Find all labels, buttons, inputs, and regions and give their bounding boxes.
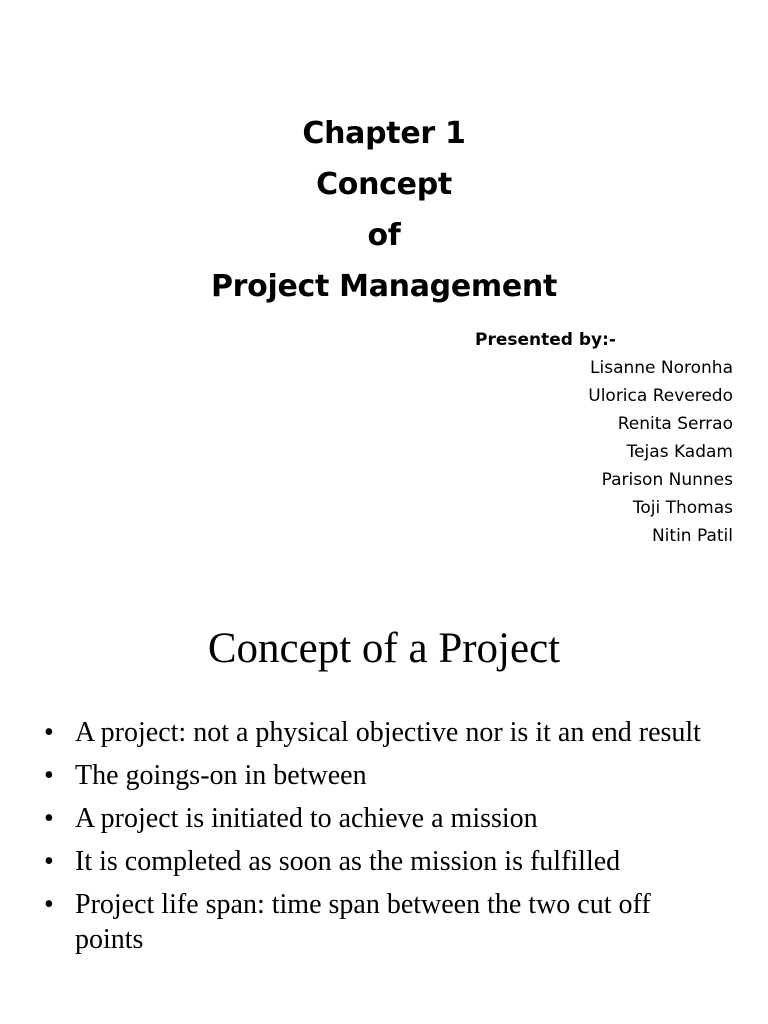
bullet-text: Project life span: time span between the two cut off points [75,889,651,955]
bullet-item [44,758,724,793]
title-line: Concept [316,167,452,202]
bullet-item [44,844,724,879]
bullet-icon: • [44,803,54,834]
chapter-title [0,108,768,312]
slide-heading: Concept of a Project [207,625,561,672]
bullet-item [44,887,724,957]
bullet-item [44,801,724,836]
bullet-text: The goings-on in between [75,760,367,791]
bullet-icon: • [44,889,54,920]
title-line: Chapter 1 [302,116,466,151]
presenter-name: Lisanne Noronha [590,358,733,378]
presented-by-label: Presented by:- [475,330,616,350]
presenter-name: Ulorica Reveredo [588,386,733,406]
presenter-name: Tejas Kadam [626,442,733,462]
title-line: of [367,218,401,253]
title-line: Project Management [210,269,558,304]
presenter-name: Toji Thomas [632,498,733,518]
bullet-text: A project: not a physical objective nor is it an end result [75,717,701,748]
bullet-icon: • [44,846,54,877]
bullet-item [44,715,724,750]
bullet-icon: • [44,717,54,748]
bullet-text: A project is initiated to achieve a mission [75,803,538,834]
presenter-name: Parison Nunnes [601,470,733,490]
presenter-name: Renita Serrao [617,414,733,434]
presenter-list [588,354,733,550]
bullet-icon: • [44,760,54,791]
bullet-list [44,715,724,965]
bullet-text: It is completed as soon as the mission is fulfilled [75,846,621,877]
slide-concept [0,575,768,1024]
presenter-name: Nitin Patil [651,526,733,546]
